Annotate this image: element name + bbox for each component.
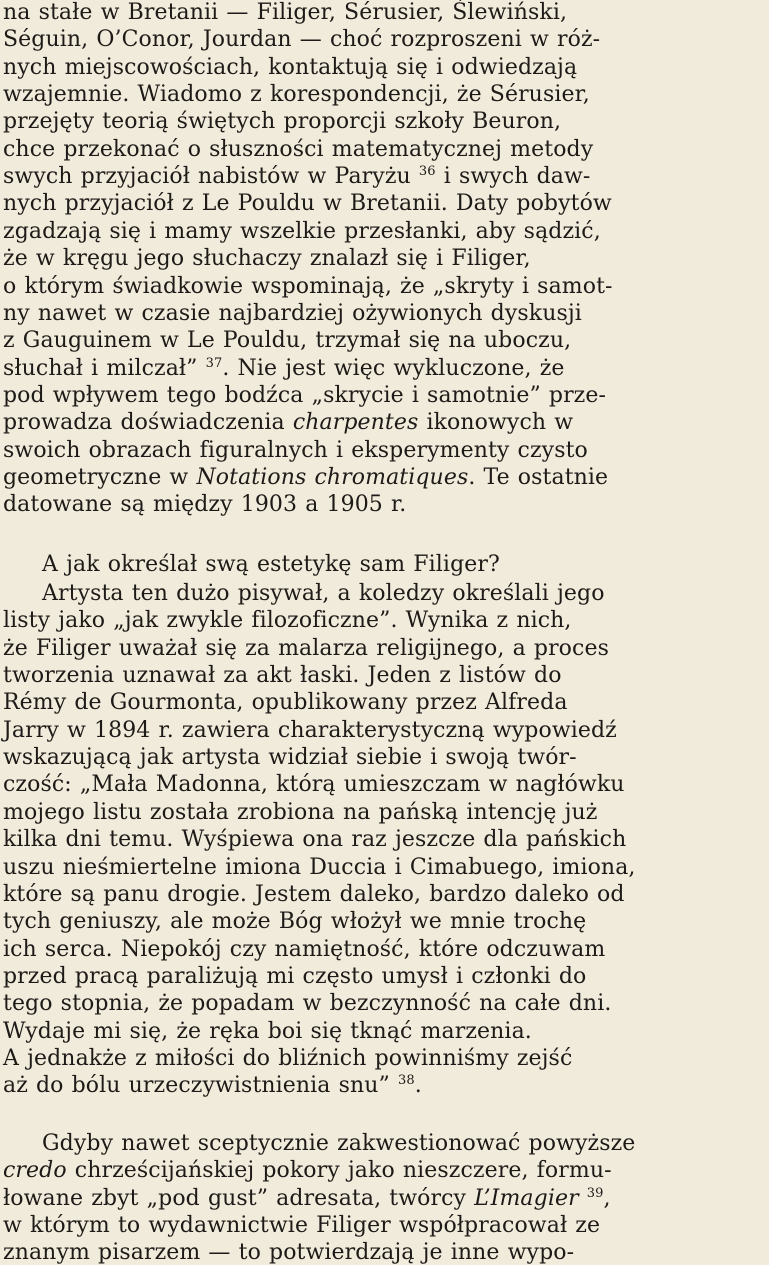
text-run: Wydaje mi się, że ręka boi się tknąć marzenia. (3, 1018, 532, 1044)
text-run: swych przyjaciół nabistów w Paryżu (3, 164, 419, 190)
text-run: wskazującą jak artysta widział siebie i swoją twór- (3, 745, 577, 771)
text-line (3, 608, 763, 634)
text-line (3, 855, 763, 881)
text-run: prowadza doświadczenia (3, 410, 293, 436)
text-run: , (603, 1185, 611, 1211)
text-line (3, 301, 763, 327)
text-line (3, 274, 763, 300)
text-run: aż do bólu urzeczywistnienia snu” (3, 1073, 398, 1099)
text-line (3, 55, 763, 81)
text-run: . Te ostatnie (468, 464, 609, 490)
text-run: datowane są między 1903 a 1905 r. (3, 492, 407, 518)
text-run: ny nawet w czasie najbardziej ożywionych dyskusji (3, 300, 582, 326)
text-line (3, 1073, 763, 1099)
text-run: przed pracą paraliżują mi często umysł i członki do (3, 963, 587, 989)
text-run: swoich obrazach figuralnych i eksperymenty czysto (3, 437, 588, 463)
text-line (3, 383, 763, 409)
text-line (3, 636, 763, 662)
text-run: zgadzają się i mamy wszelkie przesłanki, aby sądzić, (3, 218, 601, 244)
text-run: A jak określał swą estetykę sam Filiger? (42, 552, 500, 577)
text-line (42, 581, 763, 607)
text-run: ich serca. Niepokój czy namiętność, które odczuwam (3, 936, 606, 962)
text-line (3, 410, 763, 436)
footnote-ref: 39 (586, 1185, 604, 1201)
text-run: tworzenia uznawał za akt łaski. Jeden z listów do (3, 663, 562, 689)
text-line (3, 0, 763, 26)
text-line (3, 246, 763, 272)
text-run: Rémy de Gourmonta, opublikowany przez Alfreda (3, 690, 568, 716)
italic-text: charpentes (292, 410, 419, 436)
text-line (3, 191, 763, 217)
text-run: chce przekonać o słuszności matematycznej metody (3, 136, 594, 162)
text-run: tych geniuszy, ale może Bóg włożył we mnie trochę (3, 909, 587, 935)
text-line (3, 937, 763, 963)
text-line (3, 438, 763, 464)
text-line (3, 356, 763, 382)
text-run: tego stopnia, że popadam w bezczynność na całe dni. (3, 991, 612, 1017)
text-line (3, 718, 763, 744)
text-run: przejęty teorią świętych proporcji szkoły Beuron, (3, 109, 562, 135)
text-run: kilka dni temu. Wyśpiewa ona raz jeszcze dla pańskich (3, 827, 627, 853)
text-line (3, 827, 763, 853)
text-line (3, 1158, 763, 1184)
text-run: na stałe w Bretanii — Filiger, Sérusier, Ślewiński, (3, 0, 568, 25)
text-run: geometryczne w (3, 464, 197, 490)
text-line (3, 745, 763, 771)
text-line (3, 964, 763, 990)
text-run: pod wpływem tego bodźca „skrycie i samotnie” prze- (3, 382, 607, 408)
footnote-ref: 38 (398, 1073, 415, 1089)
text-line (3, 1019, 763, 1045)
text-run: wzajemnie. Wiadomo z korespondencji, że Sérusier, (3, 82, 590, 108)
text-line (3, 690, 763, 716)
text-run: czość: „Mała Madonna, którą umieszczam w nagłówku (3, 772, 625, 798)
text-run: że Filiger uważał się za malarza religijnego, a proces (3, 635, 609, 661)
text-run: o którym świadkowie wspominają, że „skryty i samot- (3, 273, 613, 299)
text-line (3, 465, 763, 491)
text-run: Gdyby nawet sceptycznie zakwestionować powyższe (42, 1131, 636, 1156)
text-run (579, 1186, 587, 1211)
italic-text: L’Imagier (474, 1185, 579, 1211)
text-run: Séguin, O’Conor, Jourdan — choć rozproszeni w róż- (3, 27, 601, 53)
text-line (3, 492, 763, 518)
text-run: ikonowych w (418, 410, 574, 436)
text-run: które są panu drogie. Jestem daleko, bardzo daleko od (3, 881, 625, 907)
text-line (3, 27, 763, 53)
text-line (3, 82, 763, 108)
text-run: że w kręgu jego słuchaczy znalazł się i Filiger, (3, 246, 531, 272)
footnote-ref: 36 (418, 164, 436, 180)
text-run: . (414, 1073, 422, 1099)
text-run: z Gauguinem w Le Pouldu, trzymał się na uboczu, (3, 328, 572, 354)
text-run: listy jako „jak zwykle filozoficzne”. Wynika z nich, (3, 608, 572, 634)
text-run: nych przyjaciół z Le Pouldu w Bretanii. Daty pobytów (3, 191, 612, 217)
text-line (3, 882, 763, 908)
text-line (3, 219, 763, 245)
text-run: słuchał i milczał” (3, 355, 206, 381)
text-line (42, 1131, 763, 1157)
text-run: Jarry w 1894 r. zawiera charakterystyczną wypowiedź (3, 717, 617, 743)
text-line (42, 552, 763, 578)
text-line (3, 137, 763, 163)
italic-text: Notations chromatiques (196, 464, 469, 490)
text-run: . Nie jest więc wykluczone, że (222, 355, 565, 381)
text-run: w którym to wydawnictwie Filiger współpracował ze (3, 1213, 601, 1239)
text-run: uszu nieśmiertelne imiona Duccia i Cimabuego, imiona, (3, 854, 636, 880)
text-line (3, 909, 763, 935)
text-run: Artysta ten dużo pisywał, a koledzy określali jego (42, 581, 605, 606)
text-line (3, 772, 763, 798)
italic-text: credo (3, 1158, 67, 1184)
text-line (3, 164, 763, 190)
text-line (3, 991, 763, 1017)
text-run: mojego listu została zrobiona na pańską intencję już (3, 799, 598, 825)
text-line (3, 1186, 763, 1212)
text-run: chrześcijańskiej pokory jako nieszczere, formu- (66, 1158, 612, 1184)
footnote-ref: 37 (205, 355, 223, 371)
text-line (3, 109, 763, 135)
text-line (3, 663, 763, 689)
text-line (3, 1240, 763, 1265)
text-line (3, 1046, 763, 1072)
text-run: łowane zbyt „pod gust” adresata, twórcy (3, 1185, 475, 1211)
text-run: A jednakże z miłości do bliźnich powinniśmy zejść (3, 1045, 573, 1071)
text-line (3, 800, 763, 826)
text-run: znanym pisarzem — to potwierdzają je inne wypo- (3, 1240, 575, 1265)
text-line (3, 1213, 763, 1239)
text-run: i swych daw- (435, 164, 591, 190)
text-run: nych miejscowościach, kontaktują się i odwiedzają (3, 54, 578, 80)
text-line (3, 328, 763, 354)
